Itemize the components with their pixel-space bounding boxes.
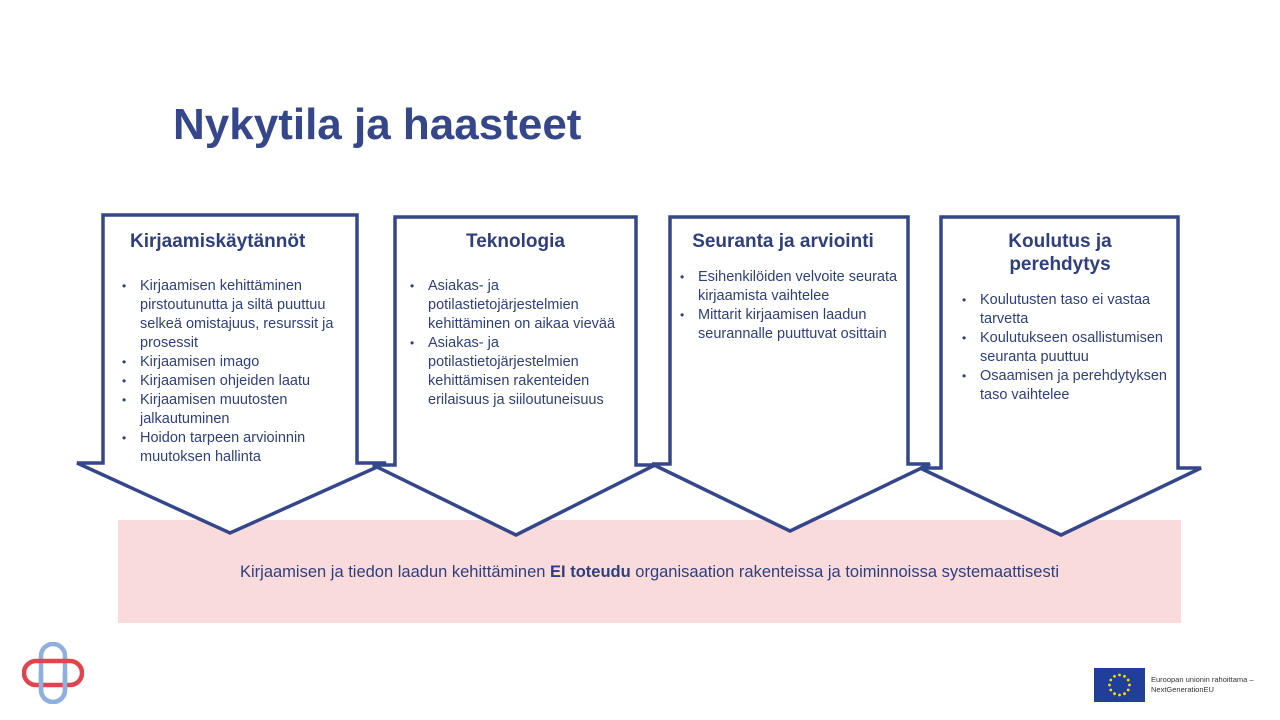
bullet-list — [678, 268, 908, 344]
page-title: Nykytila ja haasteet — [173, 100, 582, 149]
bullet-item: • Kirjaamisen ohjeiden laatu — [120, 372, 350, 391]
bullet-item: • Hoidon tarpeen arvioinnin muutoksen hallinta — [120, 429, 350, 467]
eu-funding-text — [1151, 675, 1254, 695]
bullet-list — [408, 277, 623, 410]
box-title: Kirjaamiskäytännöt — [130, 231, 306, 252]
bullet-item: • Mittarit kirjaamisen laadun seurannalle puuttuvat osittain — [678, 306, 908, 344]
box-title: Teknologia — [466, 231, 565, 252]
organisation-logo-icon — [22, 642, 84, 704]
eu-funding-line-1: Euroopan unionin rahoittama – — [1151, 675, 1254, 684]
conclusion-emphasis: EI toteudu — [550, 563, 631, 581]
box-kirjaamiskaytannot — [120, 230, 350, 467]
box-koulutus-ja-perehdytys — [960, 230, 1170, 405]
bullet-item: • Koulutukseen osallistumisen seuranta puuttuu — [960, 329, 1170, 367]
box-seuranta-ja-arviointi — [678, 230, 908, 344]
bullet-item: • Kirjaamisen imago — [120, 353, 350, 372]
bullet-item: • Osaamisen ja perehdytyksen taso vaihtelee — [960, 367, 1170, 405]
bullet-item: • Asiakas- ja potilastietojärjestelmien kehittäminen on aikaa vievää — [408, 277, 623, 334]
bullet-item: • Asiakas- ja potilastietojärjestelmien kehittämisen rakenteiden erilaisuus ja siiloutuneisuus — [408, 334, 623, 410]
eu-flag-icon — [1094, 668, 1145, 702]
box-title: Koulutus ja perehdytys — [1008, 231, 1112, 275]
conclusion-text-start: Kirjaamisen ja tiedon laadun kehittäminen — [240, 563, 551, 581]
conclusion-text-end: organisaation rakenteissa ja toiminnoissa systemaattisesti — [630, 563, 1059, 581]
eu-funding-line-2: NextGenerationEU — [1151, 685, 1214, 694]
eu-funding-logo — [1094, 668, 1254, 702]
bullet-item: • Esihenkilöiden velvoite seurata kirjaamista vaihtelee — [678, 268, 908, 306]
box-teknologia — [408, 230, 623, 410]
box-title: Seuranta ja arviointi — [692, 231, 874, 252]
bullet-item: • Koulutusten taso ei vastaa tarvetta — [960, 291, 1170, 329]
bullet-item: • Kirjaamisen kehittäminen pirstoutunutta ja siltä puuttuu selkeä omistajuus, resurssit ja prosessit — [120, 277, 350, 353]
bullet-item: • Kirjaamisen muutosten jalkautuminen — [120, 391, 350, 429]
bullet-list — [120, 277, 350, 467]
bullet-list — [960, 291, 1170, 405]
